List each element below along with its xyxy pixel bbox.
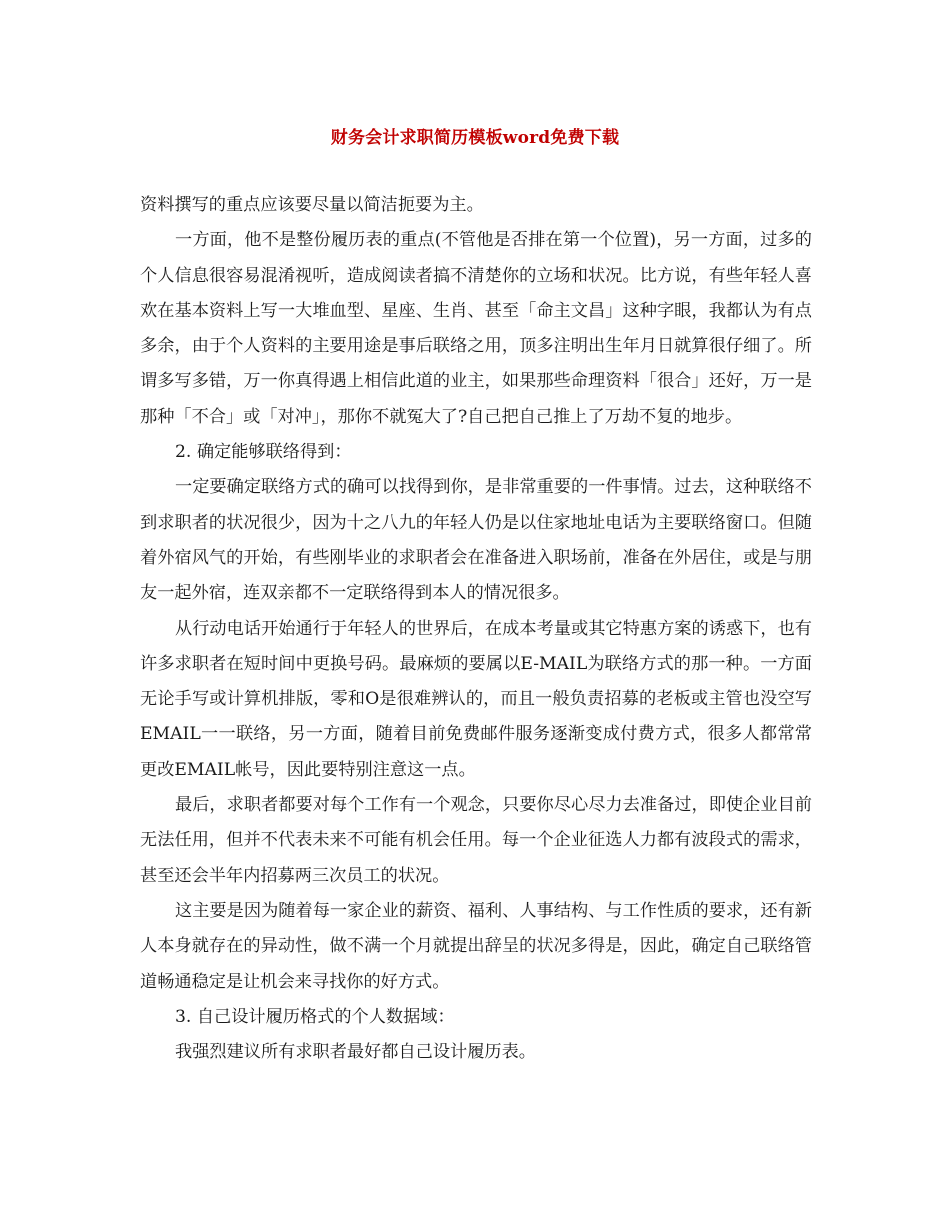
paragraph-contact-method: 一定要确定联络方式的确可以找得到你，是非常重要的一件事情。过去，这种联络不到求职者的状况很少，因为十之八九的年轻人仍是以住家地址电话为主要联络窗口。但随着外宿风气的开始，有些刚毕业的求职者会在准备进入职场前，准备在外居住，或是与朋友一起外宿，连双亲都不一定联络得到本人的情况很多。 bbox=[140, 477, 812, 604]
paragraph-intro: 资料撰写的重点应该要尽量以简洁扼要为主。 bbox=[140, 195, 484, 215]
document-title: 财务会计求职简历模板word免费下载 bbox=[330, 128, 620, 148]
paragraph-mobile-email: 从行动电话开始通行于年轻人的世界后，在成本考量或其它特惠方案的诱惑下，也有许多求职者在短时间中更换号码。最麻烦的要属以E-MAIL为联络方式的那一种。一方面无论手写或计算机排版，零和O是很难辨认的，而且一般负责招募的老板或主管也没空写EMAIL一一联络，另一方面，随着目前免费邮件服务逐渐变成付费方式，很多人都常常更改EMAIL帐号，因此要特别注意这一点。 bbox=[140, 618, 812, 780]
paragraph-mindset: 最后，求职者都要对每个工作有一个观念，只要你尽心尽力去准备过，即使企业目前无法任用，但并不代表未来不可能有机会任用。每一个企业征选人力都有波段式的需求，甚至还会半年内招募两三次员工的状况。 bbox=[140, 795, 812, 886]
section-heading-format: 3. 自己设计履历格式的个人数据域： bbox=[175, 1006, 455, 1027]
paragraph-stable-contact: 这主要是因为随着每一家企业的薪资、福利、人事结构、与工作性质的要求，还有新人本身就存在的异动性，做不满一个月就提出辞呈的状况多得是，因此，确定自己联络管道畅通稳定是让机会来寻找你的好方式。 bbox=[140, 900, 812, 992]
paragraph-personal-info: 一方面，他不是整份履历表的重点(不管他是否排在第一个位置)，另一方面，过多的个人信息很容易混淆视听，造成阅读者搞不清楚你的立场和状况。比方说，有些年轻人喜欢在基本资料上写一大堆血型、星座、生肖、甚至「命主文昌」这种字眼，我都认为有点多余，由于个人资料的主要用途是事后联络之用，顶多注明出生年月日就算很仔细了。所谓多写多错，万一你真得遇上相信此道的业主，如果那些命理资料「很合」还好，万一是那种「不合」或「对冲」，那你不就冤大了?自己把自己推上了万劫不复的地步。 bbox=[140, 230, 812, 427]
document-body bbox=[140, 188, 812, 1070]
paragraph-design-resume: 我强烈建议所有求职者最好都自己设计履历表。 bbox=[175, 1042, 536, 1063]
section-heading-contact: 2. 确定能够联络得到： bbox=[175, 442, 352, 463]
